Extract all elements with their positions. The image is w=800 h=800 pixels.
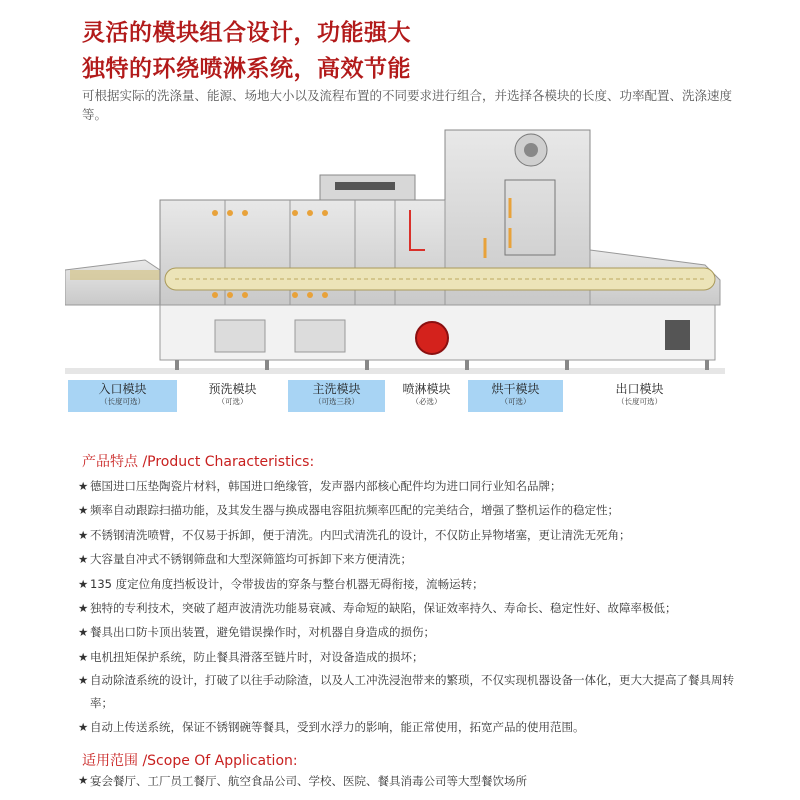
star-icon: ★ bbox=[78, 576, 89, 591]
module-entry: 入口模块 （长度可选） bbox=[68, 380, 178, 412]
star-icon: ★ bbox=[78, 503, 89, 518]
application-title: 适用范围 /Scope Of Application: bbox=[82, 753, 298, 769]
module-mainwash: 主洗模块 （可选三段） bbox=[288, 380, 386, 412]
star-icon: ★ bbox=[78, 720, 89, 735]
module-spray: 喷淋模块 （必选） bbox=[386, 380, 468, 412]
star-icon: ★ bbox=[78, 649, 89, 664]
star-icon: ★ bbox=[78, 479, 89, 493]
star-icon: ★ bbox=[78, 527, 89, 542]
star-icon: ★ bbox=[78, 552, 89, 567]
star-icon: ★ bbox=[78, 601, 89, 616]
headline-line-1: 灵活的模块组合设计，功能强大 bbox=[82, 20, 411, 46]
headline-line-2: 独特的环绕喷淋系统，高效节能 bbox=[82, 56, 411, 82]
characteristics-list bbox=[78, 474, 738, 740]
intro-paragraph: 可根据实际的洗涤量、能源、场地大小以及流程布置的不同要求进行组合，并选择各模块的长度、功率配置、洗涤速度等。 bbox=[82, 88, 733, 122]
list-item: ★ 德国进口压垫陶瓷片材料，韩国进口绝缘管，发声器内部核心配件均为进口同行业知名品牌； bbox=[78, 474, 738, 498]
characteristics-title: 产品特点 /Product Characteristics: bbox=[82, 454, 315, 470]
list-item: ★ 大容量自冲式不锈钢筛盘和大型深筛篮均可拆卸下来方便清洗； bbox=[78, 547, 738, 571]
star-icon: ★ bbox=[78, 625, 89, 640]
list-item: ★ 独特的专利技术，突破了超声波清洗功能易衰减、寿命短的缺陷，保证效率持久、寿命长、稳定性好、故障率极低； bbox=[78, 596, 738, 620]
lower-cabinet bbox=[160, 305, 715, 360]
list-item: ★ 餐具出口防卡顶出装置，避免错误操作时，对机器自身造成的损伤； bbox=[78, 620, 738, 644]
module-dryer: 烘干模块 （可选） bbox=[468, 380, 564, 412]
star-icon: ★ bbox=[78, 773, 89, 787]
list-item: ★ 不锈钢清洗喷臂，不仅易于拆卸，便于清洗。内凹式清洗孔的设计，不仅防止异物堵塞，更让清洗无死角； bbox=[78, 523, 738, 547]
pump-icon bbox=[416, 322, 448, 354]
list-item: ★ 自动除渣系统的设计，打破了以往手动除渣，以及人工冲洗浸泡带来的繁琐，不仅实现机器设备一体化，更大大提高了餐具周转率； bbox=[78, 669, 738, 715]
list-item: ★ 自动上传送系统，保证不锈钢碗等餐具，受到水浮力的影响，能正常使用，拓宽产品的使用范围。 bbox=[78, 715, 738, 739]
list-item: ★ 频率自动跟踪扫描功能，及其发生器与换成器电容阻抗频率匹配的完美结合，增强了整机运作的稳定性； bbox=[78, 498, 738, 522]
module-prewash: 预洗模块 （可选） bbox=[178, 380, 288, 412]
star-icon: ★ bbox=[78, 673, 89, 688]
machine-diagram bbox=[65, 120, 725, 382]
module-exit: 出口模块 （长度可选） bbox=[564, 380, 716, 412]
entry-conveyor bbox=[65, 260, 160, 305]
list-item: ★ 电机扭矩保护系统，防止餐具滑落至链片时，对设备造成的损坏； bbox=[78, 645, 738, 669]
application-text: ★ 宴会餐厅、工厂员工餐厅、航空食品公司、学校、医院、餐具消毒公司等大型餐饮场所 bbox=[78, 773, 527, 788]
module-bar bbox=[68, 380, 716, 412]
list-item: ★ 135 度定位角度挡板设计，令带拔齿的穿条与整台机器无碍衔接，流畅运转； bbox=[78, 572, 738, 596]
